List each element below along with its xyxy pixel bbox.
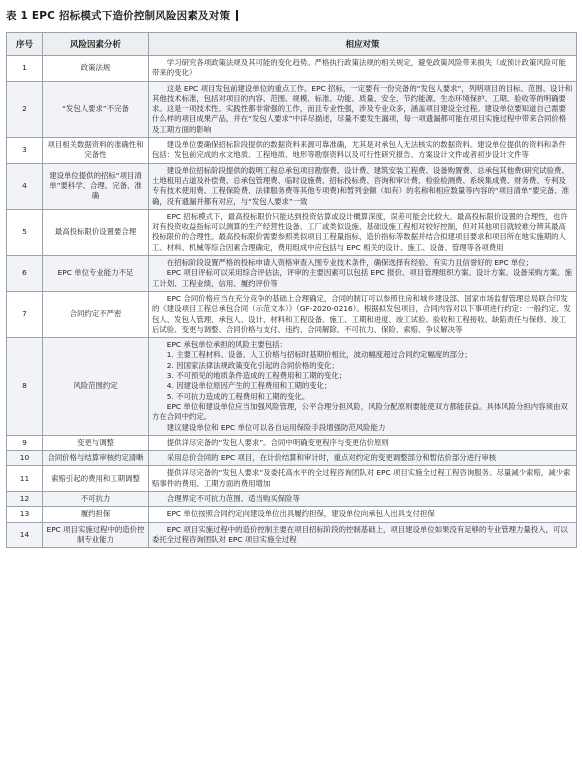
countermeasure-paragraph: 5. 不可抗力造成的工程费用和工期的变化。 — [166, 391, 310, 401]
countermeasure — [149, 138, 577, 164]
countermeasure-paragraph: EPC 项目评标可以采用综合评估法，评审的主要因素可以包括 EPC 报价、项目管理组织方案、设计方案、设备采购方案、施工计划、工程业绩、信用、履约评价等 — [152, 268, 572, 288]
table-body — [7, 56, 577, 548]
row-number: 2 — [7, 81, 43, 137]
risk-factor: 索赔引起的费用和工期调整 — [43, 466, 149, 492]
row-number: 1 — [7, 56, 43, 82]
table-header-row — [7, 33, 577, 56]
risk-factor: 项目相关数据资料的准确性和完备性 — [43, 138, 149, 164]
countermeasure — [149, 56, 577, 82]
countermeasure — [149, 256, 577, 292]
risk-factor: 建设单位提供的招标“项目清单”要科学、合理、完备、准确 — [43, 163, 149, 209]
countermeasure — [149, 163, 577, 209]
table-caption — [6, 4, 576, 26]
risk-factor: 履约担保 — [43, 507, 149, 522]
header-no: 序号 — [7, 33, 43, 56]
row-number: 14 — [7, 522, 43, 548]
risk-factor: EPC 单位专业能力不足 — [43, 256, 149, 292]
row-number: 8 — [7, 338, 43, 436]
countermeasure-paragraph: EPC 招标模式下，最高投标限价只能达到投资估算或设计概算深度，误差可能会比较大。最高投标限价设置的合理性，也许对有投资收益指标可以测算的生产经营性设备、工厂或类似设施、基础设施工程相对较好控制，但对其他项目就较难分辨其最高投标限价的合理性。最高投标限价需要参照类似项目工程量指标，造价指标等数据并结合拟建项目要求和项目所在地实施期的人工、材料、机械等综合因素合理确定，费用组成中应包括与 EPC 相关的设计、施工、设备、管理等各项费用 — [152, 211, 568, 252]
row-number: 9 — [7, 435, 43, 450]
countermeasure-paragraph: 2. 因国家法律法规政策变化引起的合同价格的变化； — [166, 360, 339, 370]
countermeasure — [149, 466, 577, 492]
table-row — [7, 256, 577, 292]
countermeasure-paragraph: 建设单位招标阶段提供的载明工程总承包项目勘察费、设计费、建筑安装工程费、设备购置费、总承包其他费(研究试验费、土地租用占道及补偿费、总承包管理费、临时设施费、招标投标费、咨询和审计费、检验检测费、系统集成费、财务费、专利及专有技术使用费、工程保险费、法律服务费等其他专项费)和暂列金额（如有）的名称和相应数量等内容的“项目清单”要完备、准确，没有遗漏并都有对应，与“发包人要求”一致 — [152, 165, 570, 206]
countermeasure-paragraph: EPC 承包单位承担的风险主要包括： — [166, 340, 287, 350]
countermeasure-paragraph: EPC 项目实施过程中的造价控制主要在项目招标阶段的控制基础上，项目建设单位如果没有足够的专业管理力量投入，可以委托全过程咨询团队对 EPC 项目实施全过程 — [152, 524, 568, 544]
countermeasure-paragraph: 在招标阶段设置严格的投标申请人资格审查入围专业技术条件，确保选择有经验、有实力且信誉好的 EPC 单位； — [166, 258, 534, 268]
countermeasure-paragraph: 3. 不可预见的地质条件造成的工程费用和工期的变化； — [166, 371, 347, 381]
table-row — [7, 291, 577, 337]
risk-factor: 变更与调整 — [43, 435, 149, 450]
row-number: 12 — [7, 491, 43, 506]
risk-factor: EPC 项目实施过程中的造价控制专业能力 — [43, 522, 149, 548]
countermeasure-paragraph: EPC 单位和建设单位应当加强风险管理，公平合理分担风险，风险分配原则要能使双方都能获益。具体风险分担内容须由双方在合同中约定。 — [152, 401, 568, 422]
countermeasure-paragraph: 提供详尽完备的“发包人要求”及委托高水平的全过程咨询团队对 EPC 项目实施全过程工程咨询服务。尽量减少索赔，减少索赔事件的费用、工期方面的费用增加 — [152, 468, 571, 488]
header-factor: 风险因素分析 — [43, 33, 149, 56]
countermeasure-paragraph: 合理界定不可抗力范围、适当购买保险等 — [166, 493, 300, 503]
countermeasure-paragraph: 这是 EPC 项目发包前建设单位的重点工作。EPC 招标，一定要有一份完备的“发包人要求”，列明项目的目标、范围、设计和其他技术标准，包括对项目的内容、范围、规模、标准、功能、质量、安全、节约能源、生态环境保护、工期、验收等的明确要求。这是一项技术性、实践性都非常强的工作，而且专业性强，涉及专业众多，涵盖项目建设全过程。建设单位要知道自己需要什么样的项目成果产品，并在“发包人要求”中详尽描述，尽量不要发生漏项，每一项遗漏都可能在项目实施过程中带来合同价格及工期方面的影响 — [152, 83, 573, 134]
header-measures: 相应对策 — [149, 33, 577, 56]
countermeasure-paragraph: EPC 合同价格应当在充分竞争的基础上合理确定，合同的制订可以参照住房和城乡建设部、国家市场监督管理总局联合印发的《建设项目工程总承包合同（示范文本）》（GF-2020-0216）。根据拟发包项目，合同内容对以下事项进行约定：一般约定、发包人、发包人管理、承包人、设计、材料和工程设备、施工、工期和进度、竣工试验、验收和工程接收、缺陷责任与保修、竣工后试验、变更与调整、合同价格与支付、违约、合同解除、不可抗力、保险、索赔、争议解决等 — [152, 293, 571, 334]
countermeasure-paragraph: EPC 单位按照合同约定向建设单位出具履约担保，建设单位向承包人出具支付担保 — [166, 509, 435, 519]
table-row — [7, 209, 577, 255]
table-row — [7, 435, 577, 450]
table-row — [7, 163, 577, 209]
risk-factor: 政策法规 — [43, 56, 149, 82]
row-number: 11 — [7, 466, 43, 492]
risk-table — [6, 32, 577, 548]
caption-text: 表 1 EPC 招标模式下造价控制风险因素及对策 — [6, 9, 231, 22]
countermeasure-paragraph: 1. 主要工程材料、设备、人工价格与招标时基期价相比，波动幅度超过合同约定幅度的部分； — [166, 350, 472, 360]
table-row — [7, 138, 577, 164]
table-row — [7, 466, 577, 492]
countermeasure-paragraph: 建议建设单位和 EPC 单位可以各自运用保险手段增强防范风险能力 — [166, 422, 386, 432]
row-number: 5 — [7, 209, 43, 255]
row-number: 7 — [7, 291, 43, 337]
row-number: 4 — [7, 163, 43, 209]
countermeasure — [149, 81, 577, 137]
countermeasure — [149, 209, 577, 255]
countermeasure — [149, 338, 577, 436]
risk-factor: “发包人要求”不完备 — [43, 81, 149, 137]
table-row — [7, 522, 577, 548]
countermeasure — [149, 507, 577, 522]
table-row — [7, 81, 577, 137]
countermeasure-paragraph: 建设单位要确保招标阶段提供的数据资料来源可靠准确，尤其是对承包人无法核实的数据资料。建设单位提供的资料和条件包括：发包前完成的水文地质、工程地质、地形等勘察资料以及可行性研究报告、方案设计文件或者初步设计文件等 — [152, 140, 566, 160]
countermeasure-paragraph: 4. 因建设单位原因产生的工程费用和工期的变化； — [166, 381, 332, 391]
table-row — [7, 56, 577, 82]
countermeasure — [149, 522, 577, 548]
countermeasure-paragraph: 采用总价合同的 EPC 项目，在计价结算和审计时，重点对约定的变更调整部分和暂估价部分进行审核 — [166, 453, 497, 463]
table-row — [7, 507, 577, 522]
row-number: 6 — [7, 256, 43, 292]
risk-factor: 合同约定不严密 — [43, 291, 149, 337]
table-row — [7, 338, 577, 436]
risk-factor: 最高投标限价设置要合理 — [43, 209, 149, 255]
table-row — [7, 451, 577, 466]
caption-rule — [236, 10, 238, 21]
row-number: 10 — [7, 451, 43, 466]
countermeasure — [149, 435, 577, 450]
table-row — [7, 491, 577, 506]
countermeasure-paragraph: 提供详尽完备的“发包人要求”。合同中明确变更程序与变更估价原则 — [166, 437, 389, 447]
risk-factor: 合同价格与结算审核约定清晰 — [43, 451, 149, 466]
risk-factor: 不可抗力 — [43, 491, 149, 506]
countermeasure — [149, 491, 577, 506]
countermeasure — [149, 291, 577, 337]
bottom-fade — [0, 754, 582, 772]
risk-factor: 风险范围约定 — [43, 338, 149, 436]
countermeasure-paragraph: 学习研究各项政策法规及其可能的变化趋势。严格执行政策法规的相关规定，避免政策风险带来损失（或预计政策风险可能带来的变化） — [152, 58, 566, 78]
row-number: 13 — [7, 507, 43, 522]
row-number: 3 — [7, 138, 43, 164]
countermeasure — [149, 451, 577, 466]
